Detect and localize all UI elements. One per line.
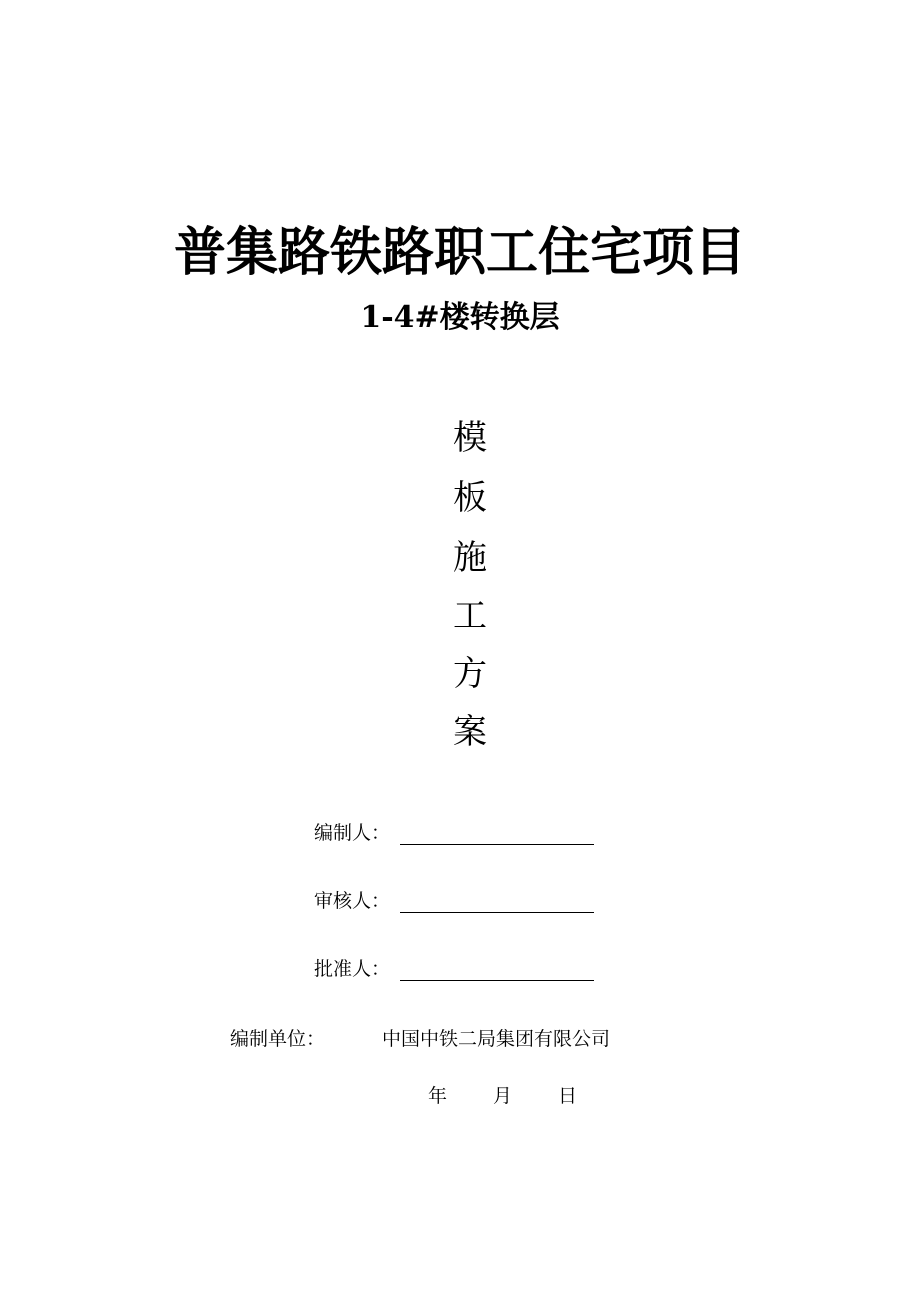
- date-day: 日: [558, 1085, 578, 1107]
- vertical-title-char: 方: [453, 654, 487, 694]
- approver-signature-line: [400, 980, 594, 981]
- vertical-title-char: 施: [453, 538, 487, 578]
- vertical-title-char: 板: [453, 478, 487, 518]
- approver-label: 批准人：: [314, 958, 391, 980]
- document-title: 普集路铁路职工住宅项目: [173, 223, 746, 283]
- document-subtitle: 1-4#楼转换层: [360, 300, 560, 335]
- vertical-title-char: 工: [453, 596, 487, 636]
- compiling-unit-label: 编制单位：: [230, 1028, 326, 1050]
- vertical-title-char: 案: [453, 712, 487, 752]
- reviewer-signature-line: [400, 912, 594, 913]
- reviewer-label: 审核人：: [314, 890, 391, 912]
- compiler-label: 编制人：: [314, 822, 391, 844]
- approver-signature-row: [314, 954, 390, 984]
- compiler-signature-row: [314, 818, 390, 848]
- date-month: 月: [493, 1085, 513, 1107]
- vertical-title-char: 模: [453, 418, 487, 458]
- date-year: 年: [428, 1085, 448, 1107]
- compiling-unit-name: 中国中铁二局集团有限公司: [382, 1028, 611, 1050]
- reviewer-signature-row: [314, 886, 390, 916]
- compiler-signature-line: [400, 844, 594, 845]
